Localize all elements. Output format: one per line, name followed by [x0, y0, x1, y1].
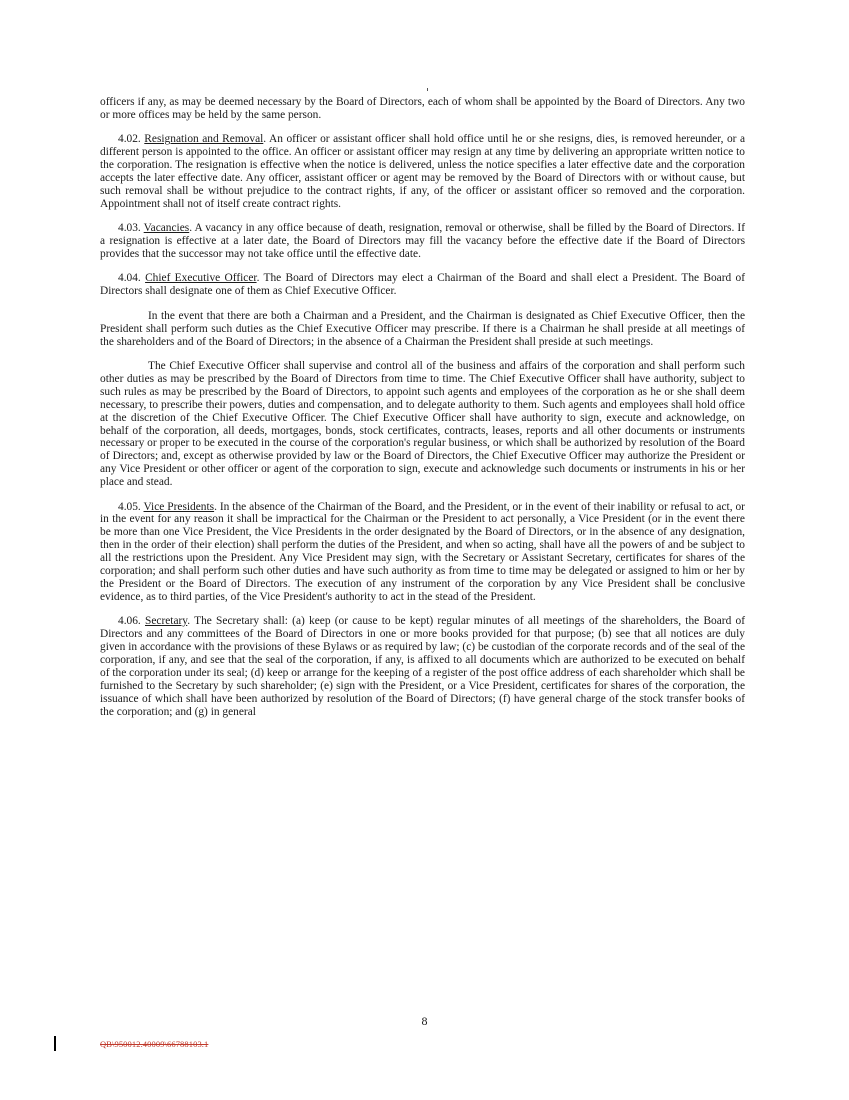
document-page [100, 96, 745, 730]
section-number: 4.04. [118, 272, 146, 285]
section-number: 4.03. [118, 222, 144, 235]
section-number: 4.05. [118, 500, 144, 513]
top-mark [427, 88, 428, 91]
section-text: . The Secretary shall: (a) keep (or cause to be kept) regular minutes of all meetings of the shareholders, the Board of Directors and any committees of the Board of Directors in one or more books provided for that purpose; (b) see that all notices are duly given in accordance with the provisions of these Bylaws or as required by law; (c) be custodian of the corporate records and of the seal of the corporation, if any, and see that the seal of the corporation, if any, is affixed to all documents which are authorized to be executed on behalf of the corporation under its seal; (d) keep or arrange for the keeping of a register of the post office address of each shareholder which shall be furnished to the Secretary by such shareholder; (e) sign with the President, or a Vice President, certificates for shares of the corporation, the issuance of which shall have been authorized by resolution of the Board of Directors; (f) have general charge of the stock transfer books of the corporation; and (g) in general [100, 615, 745, 718]
paragraph-text: officers if any, as may be deemed necessary by the Board of Directors, each of whom shall be appointed by the Board of Directors. Any two or more offices may be held by the same person. [100, 96, 745, 121]
paragraph-text: In the event that there are both a Chairman and a President, and the Chairman is designated as Chief Executive Officer, then the President shall perform such duties as the Chief Executive Officer may prescribe. If there is a Chairman he shall preside at all meetings of the shareholders and of the Board of Directors; in the absence of a Chairman the President shall preside at such meetings. [100, 309, 745, 348]
section-number: 4.02. [118, 133, 145, 146]
section-text: . A vacancy in any office because of death, resignation, removal or otherwise, shall be filled by the Board of Directors. If a resignation is effective at a later date, the Board of Directors may fill the vacancy before the effective date if the Board of Directors provides that the successor may not take office until the effective date. [100, 222, 745, 261]
page-number: 8 [421, 1014, 428, 1028]
section-text: . In the absence of the Chairman of the Board, and the President, or in the event of their inability or refusal to act, or in the event for any reason it shall be impractical for the Chairman or the President to act personally, a Vice President (or in the event there be more than one Vice President, the Vice Presidents in the order designated by the Board of Directors, or in the absence of any designation, then in the order of their election) shall perform the duties of the President, and when so acting, shall have all the powers of and be subject to all the restrictions upon the President. Any Vice President may sign, with the Secretary or Assistant Secretary, certificates for shares of the corporation; and shall perform such other duties and have such authority as from time to time may be delegated or assigned to him or her by the President or the Board of Directors. The execution of any instrument of the corporation by any Vice President shall be conclusive evidence, as to third parties, of the Vice President's authority to act in the stead of the President. [100, 500, 745, 603]
section-4-02-resignation-removal [100, 133, 745, 210]
section-heading: Secretary [145, 615, 188, 628]
paragraph-text: The Chief Executive Officer shall supervise and control all of the business and affairs of the corporation and shall perform such other duties as may be prescribed by the Board of Directors from time to time. The Chief Executive Officer shall have authority, subject to such rules as may be prescribed by the Board of Directors, to appoint such agents and employees of the corporation as he or she shall deem necessary, to prescribe their powers, duties and compensation, and to delegate authority to them. Such agents and employees shall hold office at the discretion of the Chief Executive Officer. The Chief Executive Officer shall have authority to sign, execute and acknowledge, on behalf of the corporation, all deeds, mortgages, bonds, stock certificates, contracts, leases, reports and all other documents or instruments necessary or proper to be executed in the course of the corporation's regular business, or which shall be authorized by resolution of the Board of Directors; and, except as otherwise provided by law or the Board of Directors, the Chief Executive Officer may authorize the President or any Vice President or other officer or agent of the corporation to sign, execute and acknowledge such documents or instruments in his or her place and stead. [100, 360, 745, 489]
section-heading: Vacancies [143, 222, 190, 235]
section-heading: Chief Executive Officer [145, 272, 257, 285]
section-4-05-vice-presidents [100, 501, 745, 604]
section-heading: Vice Presidents [143, 500, 215, 513]
section-4-06-secretary [100, 615, 745, 718]
section-text: . The Board of Directors may elect a Chairman of the Board and shall elect a President. The Board of Directors shall designate one of them as Chief Executive Officer. [100, 272, 745, 298]
revision-bar [54, 1036, 56, 1051]
section-number: 4.06. [118, 615, 145, 628]
section-heading: Resignation and Removal [144, 133, 264, 146]
section-4-04-chief-executive-officer [100, 272, 745, 298]
section-4-03-vacancies [100, 222, 745, 261]
paragraph-officers-continued [100, 96, 745, 122]
paragraph-chairman-president [100, 310, 745, 349]
paragraph-ceo-duties [100, 360, 745, 489]
footer-document-code: QB\950012.40009\66788103.1 [100, 1039, 209, 1049]
section-text: . An officer or assistant officer shall hold office until he or she resigns, dies, is removed hereunder, or a different person is appointed to the office. An officer or assistant officer may resign at any time by delivering an appropriate written notice to the corporation. The resignation is effective when the notice is delivered, unless the notice specifies a later effective date and the corporation accepts the later effective date. Any officer, assistant officer or agent may be removed by the Board of Directors with or without cause, but such removal shall be without prejudice to the contract rights, if any, of the officer or assistant officer so removed and the corporation. Appointment shall not of itself create contract rights. [100, 133, 746, 210]
